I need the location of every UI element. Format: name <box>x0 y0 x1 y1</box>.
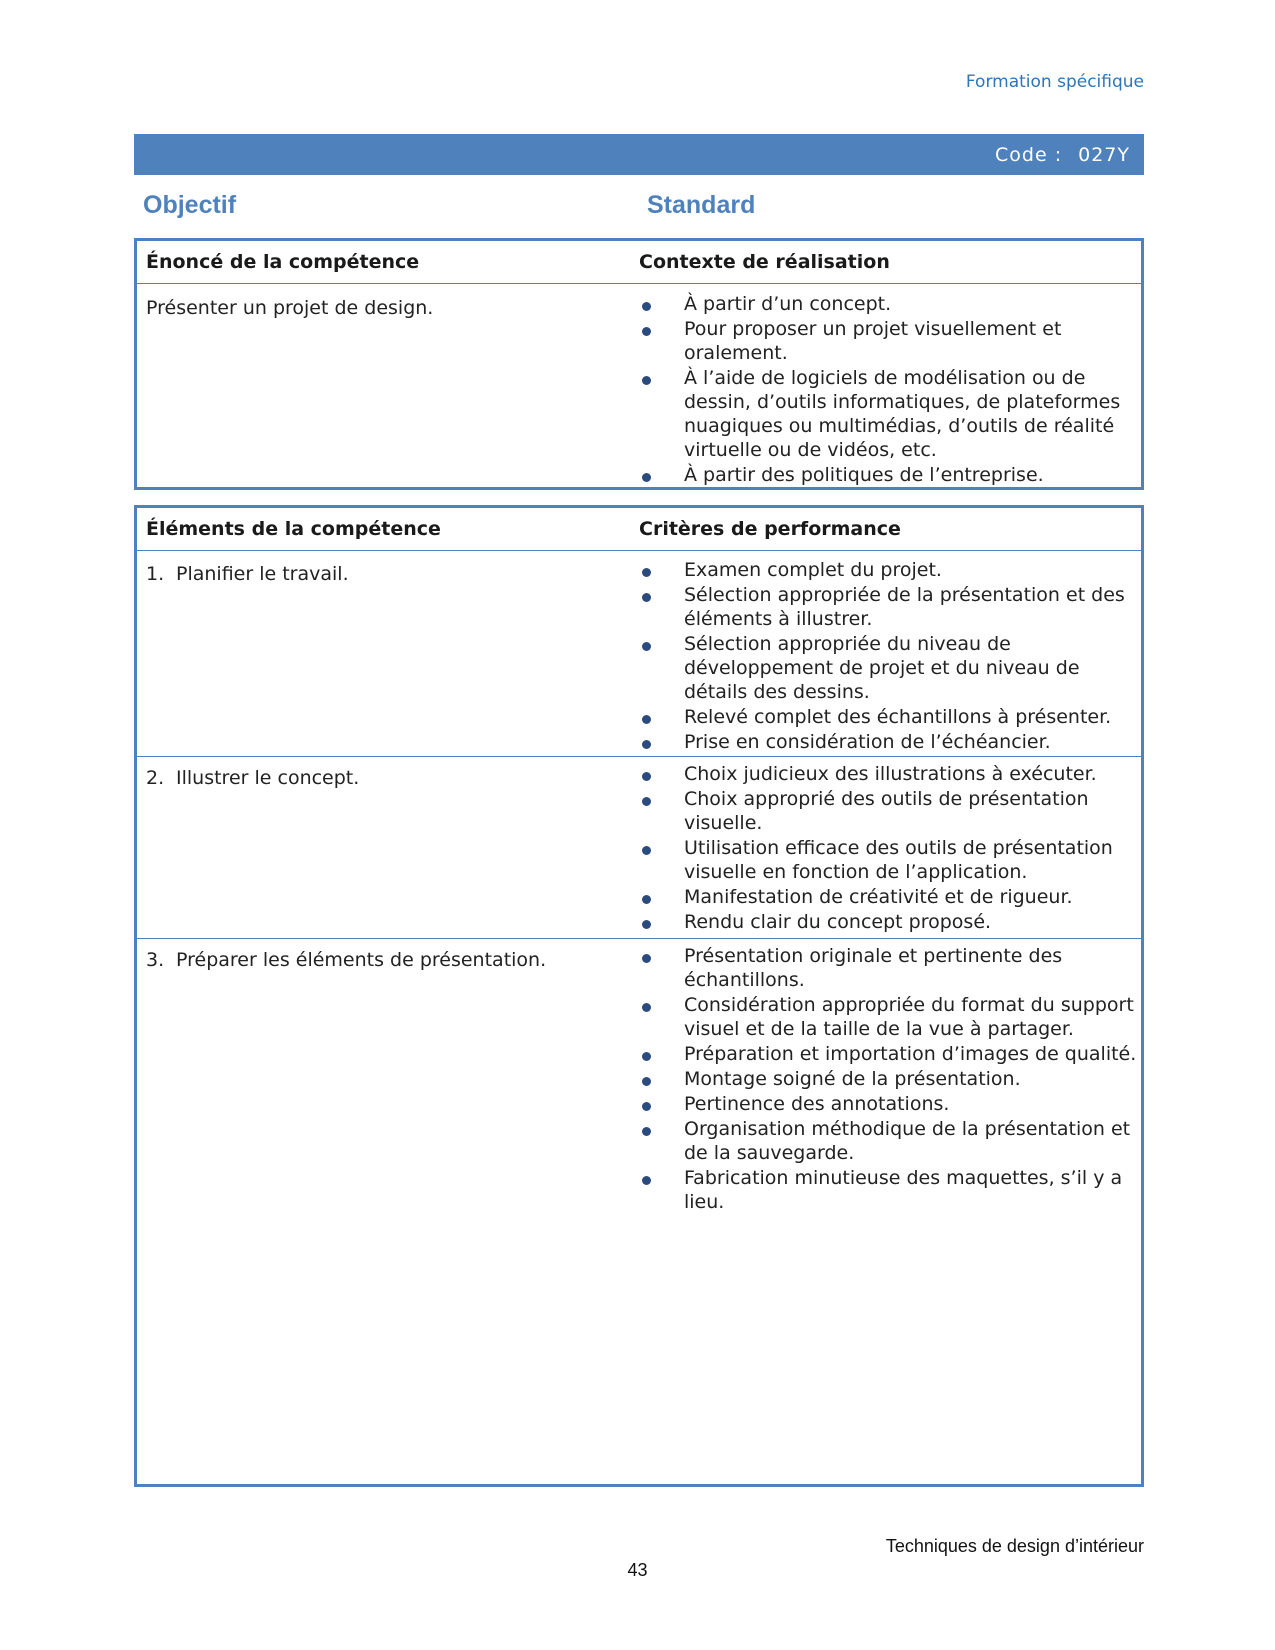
list-item: Organisation méthodique de la présentation et de la sauvegarde. <box>639 1117 1141 1165</box>
bullet-icon <box>642 1077 651 1086</box>
list-item: Manifestation de créativité et de rigueur. <box>639 885 1141 909</box>
code-label: Code : <box>995 143 1063 166</box>
competence-table-row <box>137 284 1141 488</box>
bullet-icon <box>642 954 651 963</box>
page-number: 43 <box>627 1560 648 1580</box>
bullet-icon <box>642 740 651 749</box>
section-title-objectif: Objectif <box>143 191 237 219</box>
list-item: Pertinence des annotations. <box>639 1092 1141 1116</box>
element-label: 1. Planifier le travail. <box>146 563 349 585</box>
list-item: Préparation et importation d’images de qualité. <box>639 1042 1141 1066</box>
list-item: Présentation originale et pertinente des échantillons. <box>639 944 1141 992</box>
bullet-icon <box>642 642 651 651</box>
table-row <box>137 551 1141 756</box>
footer-title: Techniques de design d’intérieur <box>885 1536 1144 1556</box>
bullet-icon <box>642 895 651 904</box>
competence-table-header <box>137 241 1141 284</box>
element-label: 3. Préparer les éléments de présentation. <box>146 949 547 971</box>
list-item: Pour proposer un projet visuellement et oralement. <box>639 317 1141 365</box>
bullet-icon <box>642 772 651 781</box>
criteria-header: Critères de performance <box>639 518 901 540</box>
table-row <box>137 756 1141 938</box>
list-item: Sélection appropriée de la présentation et des éléments à illustrer. <box>639 583 1141 631</box>
bullet-icon <box>642 1052 651 1061</box>
list-item: Fabrication minutieuse des maquettes, s’il y a lieu. <box>639 1166 1141 1214</box>
list-item: Relevé complet des échantillons à présenter. <box>639 705 1141 729</box>
bullet-icon <box>642 1127 651 1136</box>
statement-header: Énoncé de la compétence <box>146 251 420 273</box>
element-label: 2. Illustrer le concept. <box>146 767 360 789</box>
performance-table-header <box>137 508 1141 551</box>
criteria-list <box>639 762 1141 934</box>
list-item: Rendu clair du concept proposé. <box>639 910 1141 934</box>
context-header: Contexte de réalisation <box>639 251 890 273</box>
code-value: 027Y <box>1078 143 1130 166</box>
competence-statement: Présenter un projet de design. <box>146 297 434 319</box>
bullet-icon <box>642 1176 651 1185</box>
list-item: Choix approprié des outils de présentation visuelle. <box>639 787 1141 835</box>
performance-table <box>134 505 1144 1487</box>
running-header: Formation spécifique <box>965 72 1144 92</box>
competence-table <box>134 238 1144 490</box>
bullet-icon <box>642 568 651 577</box>
elements-header: Éléments de la compétence <box>146 518 441 540</box>
code-bar <box>134 134 1144 175</box>
bullet-icon <box>642 1003 651 1012</box>
bullet-icon <box>642 593 651 602</box>
bullet-icon <box>642 473 651 482</box>
section-title-standard: Standard <box>647 191 756 219</box>
list-item: Montage soigné de la présentation. <box>639 1067 1141 1091</box>
bullet-icon <box>642 920 651 929</box>
bullet-icon <box>642 327 651 336</box>
list-item: Prise en considération de l’échéancier. <box>639 730 1141 754</box>
criteria-list <box>639 558 1141 754</box>
context-list <box>639 292 1141 487</box>
list-item: Considération appropriée du format du support visuel et de la taille de la vue à partager. <box>639 993 1141 1041</box>
bullet-icon <box>642 1102 651 1111</box>
list-item: Utilisation efficace des outils de présentation visuelle en fonction de l’application. <box>639 836 1141 884</box>
table-row <box>137 938 1141 1215</box>
list-item: Choix judicieux des illustrations à exécuter. <box>639 762 1141 786</box>
bullet-icon <box>642 376 651 385</box>
bullet-icon <box>642 715 651 724</box>
bullet-icon <box>642 846 651 855</box>
list-item: Sélection appropriée du niveau de développement de projet et du niveau de détails des dessins. <box>639 632 1141 704</box>
bullet-icon <box>642 797 651 806</box>
list-item: À partir des politiques de l’entreprise. <box>639 463 1141 487</box>
list-item: À l’aide de logiciels de modélisation ou de dessin, d’outils informatiques, de plateformes nuagiques ou multimédias, d’outils de réalité virtuelle ou de vidéos, etc. <box>639 366 1141 462</box>
list-item: Examen complet du projet. <box>639 558 1141 582</box>
criteria-list <box>639 944 1141 1214</box>
list-item: À partir d’un concept. <box>639 292 1141 316</box>
bullet-icon <box>642 302 651 311</box>
